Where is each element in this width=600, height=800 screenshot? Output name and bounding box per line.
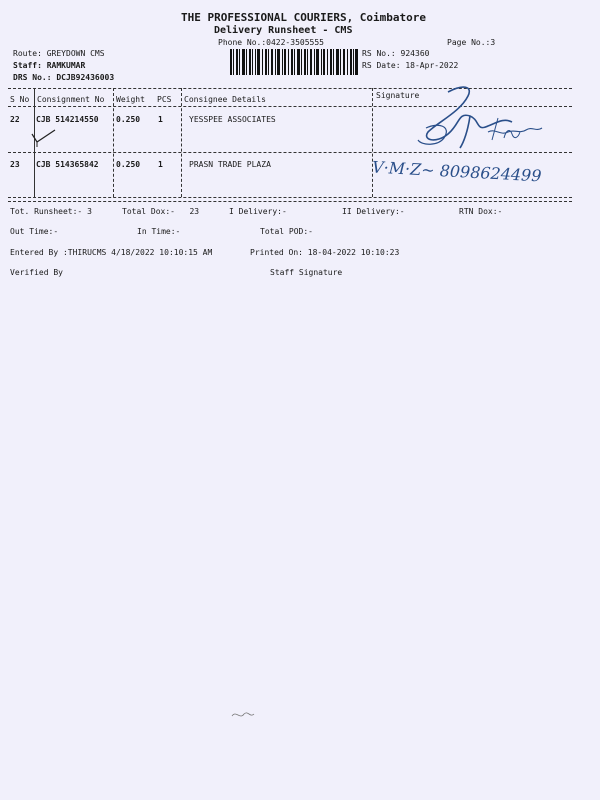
drs-row [13,73,114,82]
i-delivery: I Delivery:- [229,207,287,216]
column-separator [181,88,182,197]
rs-no-row [362,49,429,58]
cell-weight: 0.250 [116,115,141,124]
verified-by: Verified By [10,268,63,277]
staff-value: RAMKUMAR [46,61,86,70]
drs-label: DRS No.: [13,73,52,82]
phone-number: Phone No.:0422-3505555 [218,38,324,47]
col-header-consignment: Consignment No [37,95,105,104]
column-separator [113,88,114,197]
cell-consignment: CJB 514365842 [36,160,99,169]
rs-no-label: RS No.: [362,49,396,58]
col-header-signature: Signature [376,91,420,100]
total-runsheet: Tot. Runsheet:- 3 [10,207,92,216]
col-header-sno: S No [10,95,30,104]
signature-row1 [408,82,558,154]
printed-on: Printed On: 18-04-2022 10:10:23 [250,248,400,257]
in-time: In Time:- [137,227,181,236]
total-dox-value: 23 [189,207,200,216]
ii-delivery: II Delivery:- [342,207,405,216]
signature-row2-text: V·M·Z~ 8098624499 [371,157,542,186]
cell-consignee: YESSPEE ASSOCIATES [189,115,276,124]
rs-date-row [362,61,458,70]
barcode [230,49,358,75]
company-name: THE PROFESSIONAL COURIERS, Coimbatore [181,11,427,24]
total-dox-row [122,207,199,216]
smudge-mark [230,708,256,722]
col-header-weight: Weight [116,95,145,104]
route-row [13,49,105,58]
route-value: GREYDOWN CMS [46,49,105,58]
cell-consignment: CJB 514214550 [36,115,99,124]
total-dox-label: Total Dox:- [122,207,175,216]
route-label: Route: [13,49,42,58]
rtn-dox: RTN Dox:- [459,207,503,216]
staff-label: Staff: [13,61,42,70]
staff-row [13,61,85,70]
rs-no-value: 924360 [400,49,430,58]
drs-value: DCJB92436003 [56,73,115,82]
cell-sno: 22 [10,115,20,124]
col-header-pcs: PCS [157,95,172,104]
out-time: Out Time:- [10,227,59,236]
entered-by: Entered By :THIRUCMS 4/18/2022 10:10:15 AM [10,248,213,257]
staff-signature-label: Staff Signature [270,268,343,277]
cell-pcs: 1 [158,115,163,124]
page-number: Page No.:3 [447,38,496,47]
cell-pcs: 1 [158,160,163,169]
sheet-title: Delivery Runsheet - CMS [214,25,353,36]
rs-date-label: RS Date: [362,61,401,70]
cell-sno: 23 [10,160,20,169]
cell-weight: 0.250 [116,160,141,169]
total-pod: Total POD:- [260,227,313,236]
col-header-consignee: Consignee Details [184,95,266,104]
rs-date-value: 18-Apr-2022 [405,61,459,70]
check-mark-icon [30,128,58,148]
signature-row2 [371,157,587,202]
cell-consignee: PRASN TRADE PLAZA [189,160,271,169]
